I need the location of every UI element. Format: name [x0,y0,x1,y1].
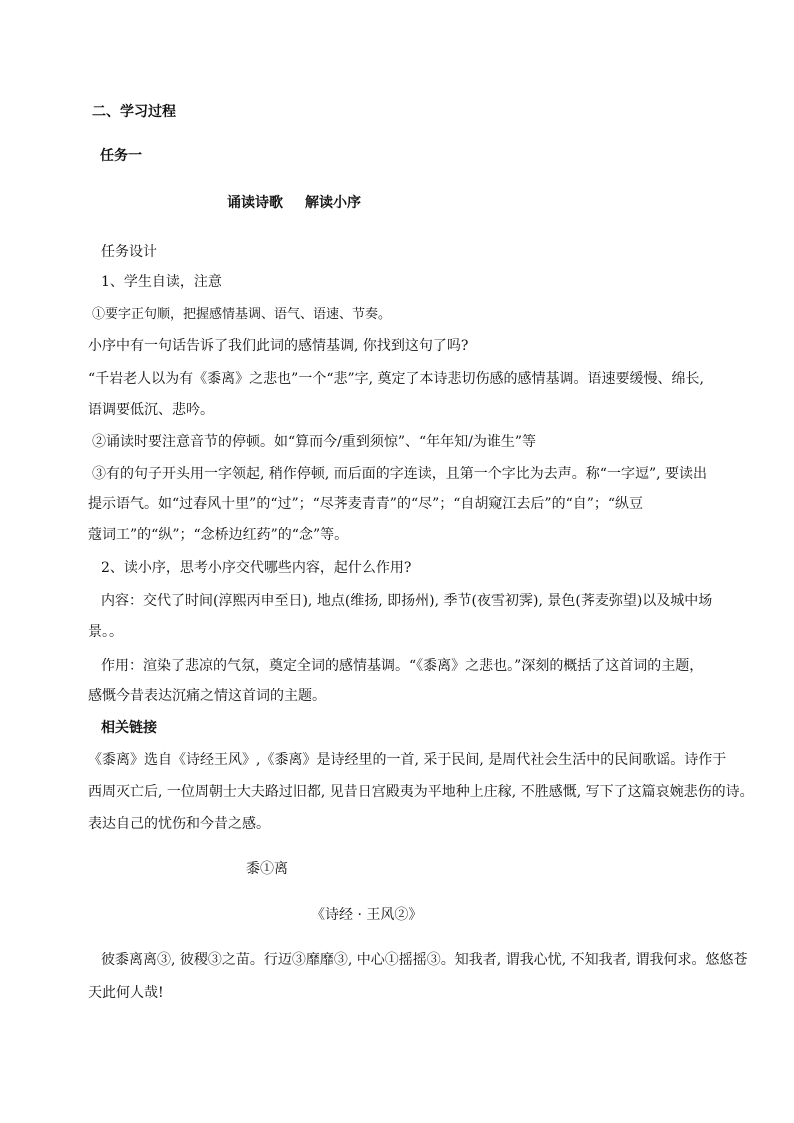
step2-content-line1: 内容：交代了时间(淳熙丙申至日), 地点(维扬, 即扬州), 季节(夜雪初霁), 景色(荠麦弥望)以及城中场 [101,593,713,609]
center-title [227,193,361,213]
step2-title: 2、读小序，思考小序交代哪些内容，起什么作用? [101,560,412,576]
related-line1: 《黍离》选自《诗经王风》,《黍离》是诗经里的一首, 采于民间, 是周代社会生活中的民间歌谣。诗作于 [88,752,727,768]
poem-line1: 彼黍离离③, 彼稷③之苗。行迈③靡靡③, 中心①摇摇③。知我者, 谓我心忧, 不知我者, 谓我何求。悠悠苍 [101,952,748,968]
step1-point3-line1: ③有的句子开头用一字领起, 稍作停顿, 而后面的字连读，且第一个字比为去声。称“一字逗”, 要读出 [92,466,708,482]
related-line2: 西周灭亡后, 一位周朝士大夫路过旧都, 见昔日宫殿夷为平地种上庄稼, 不胜感慨, 写下了这篇哀婉悲伤的诗。 [88,784,754,800]
step1-point3-line2: 提示语气。如“过春风十里”的“过”；“尽荠麦青青”的“尽”；“自胡窥江去后”的“自”；“纵豆 [88,496,644,512]
step2-content-line2: 景。。 [88,624,123,640]
step1-point3-line3: 蔻词工”的“纵”；“念桥边红药”的“念”等。 [88,527,349,543]
poem-line2: 天此何人哉! [88,985,164,1001]
step1-point1: ①要字正句顺，把握感情基调、语气、语速、节奏。 [92,307,392,322]
section-heading: 二、学习过程 [92,104,176,120]
task-design-label: 任务设计 [101,244,157,260]
related-line3: 表达自己的忧伤和今昔之感。 [88,816,270,832]
step1-question: 小序中有一句话告诉了我们此词的感情基调, 你找到这句了吗? [88,338,469,354]
task-heading: 任务一 [100,148,142,164]
step1-answer-line1: “千岩老人以为有《黍离》之悲也”一个“悲”字, 奠定了本诗悲切伤感的感情基调。语速要缓慢、绵长, [88,371,704,387]
related-heading: 相关链接 [101,720,157,736]
center-title-part1: 诵读诗歌 [227,195,283,211]
step2-effect-line1: 作用：渲染了悲凉的气氛，奠定全词的感情基调。“《黍离》之悲也。”深刻的概括了这首词的主题， [101,658,704,674]
poem-title: 黍①离 [246,861,288,877]
poem-source: 《诗经 · 王风②》 [311,907,423,923]
step2-effect-line2: 感慨今昔表达沉痛之情这首词的主题。 [88,688,326,704]
step1-point2: ②诵读时要注意音节的停顿。如“算而今/重到须惊”、“年年知/为谁生”等 [92,434,537,450]
step1-answer-line2: 语调要低沉、悲吟。 [88,402,214,418]
center-title-part2: 解读小序 [305,195,361,211]
step1-title: 1、学生自读，注意 [101,274,222,290]
